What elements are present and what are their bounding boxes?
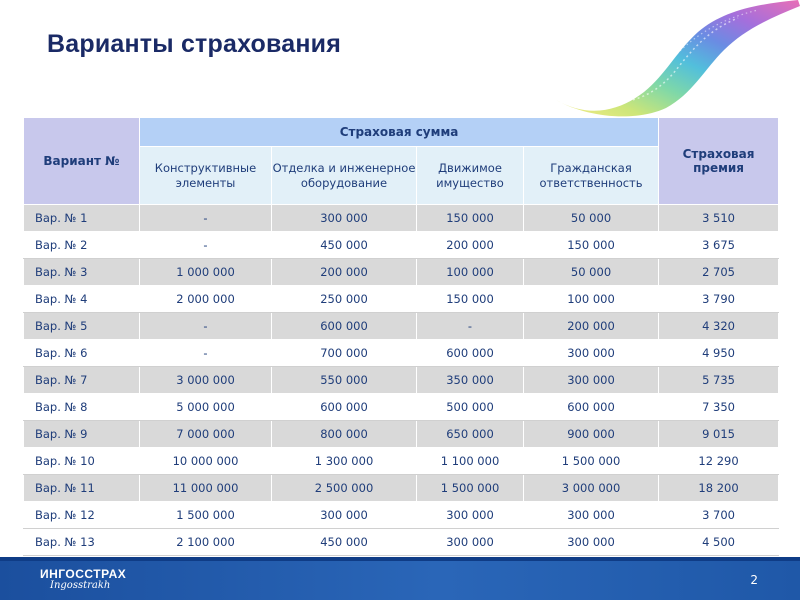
table-row: [24, 502, 779, 529]
cell-movable: 150 000: [417, 286, 524, 313]
cell-structural: 2 000 000: [140, 286, 272, 313]
header-structural-elements: Конструктивные элементы: [140, 147, 272, 205]
cell-finishing: 200 000: [272, 259, 417, 286]
table-row: [24, 394, 779, 421]
cell-liability: 50 000: [524, 205, 659, 232]
slide-title: Варианты страхования: [47, 30, 342, 58]
cell-liability: 300 000: [524, 367, 659, 394]
cell-structural: -: [140, 205, 272, 232]
cell-finishing: 1 300 000: [272, 448, 417, 475]
page-number: 2: [750, 573, 758, 587]
cell-structural: 3 000 000: [140, 367, 272, 394]
cell-finishing: 450 000: [272, 232, 417, 259]
cell-finishing: 300 000: [272, 205, 417, 232]
cell-structural: 1 000 000: [140, 259, 272, 286]
cell-premium: 9 015: [659, 421, 779, 448]
cell-liability: 3 000 000: [524, 475, 659, 502]
cell-structural: 2 100 000: [140, 529, 272, 556]
cell-finishing: 800 000: [272, 421, 417, 448]
cell-structural: 11 000 000: [140, 475, 272, 502]
cell-variant: Вар. № 5: [24, 313, 140, 340]
header-variant: Вариант №: [24, 118, 140, 205]
table-row: [24, 259, 779, 286]
cell-variant: Вар. № 4: [24, 286, 140, 313]
footer-stripe: [0, 557, 800, 561]
cell-structural: 1 500 000: [140, 502, 272, 529]
table-row: [24, 448, 779, 475]
cell-structural: -: [140, 340, 272, 367]
logo-script: Ingosstrakh: [50, 580, 111, 591]
insurance-options-table: [23, 117, 779, 556]
cell-movable: -: [417, 313, 524, 340]
table-row: [24, 421, 779, 448]
table-row: [24, 340, 779, 367]
cell-variant: Вар. № 7: [24, 367, 140, 394]
cell-liability: 300 000: [524, 502, 659, 529]
cell-finishing: 600 000: [272, 394, 417, 421]
table-row: [24, 205, 779, 232]
cell-liability: 300 000: [524, 529, 659, 556]
cell-movable: 500 000: [417, 394, 524, 421]
cell-premium: 3 675: [659, 232, 779, 259]
cell-liability: 150 000: [524, 232, 659, 259]
cell-liability: 1 500 000: [524, 448, 659, 475]
cell-liability: 600 000: [524, 394, 659, 421]
cell-finishing: 450 000: [272, 529, 417, 556]
header-civil-liability: Гражданская ответственность: [524, 147, 659, 205]
cell-movable: 300 000: [417, 502, 524, 529]
cell-finishing: 300 000: [272, 502, 417, 529]
cell-premium: 4 320: [659, 313, 779, 340]
cell-premium: 3 510: [659, 205, 779, 232]
cell-liability: 300 000: [524, 340, 659, 367]
cell-finishing: 700 000: [272, 340, 417, 367]
header-finishing-equipment: Отделка и инженерное оборудование: [272, 147, 417, 205]
cell-finishing: 600 000: [272, 313, 417, 340]
cell-variant: Вар. № 2: [24, 232, 140, 259]
cell-variant: Вар. № 8: [24, 394, 140, 421]
cell-movable: 1 100 000: [417, 448, 524, 475]
company-logo: [40, 567, 126, 591]
cell-structural: -: [140, 313, 272, 340]
header-premium: Страховая премия: [659, 118, 779, 205]
cell-variant: Вар. № 12: [24, 502, 140, 529]
cell-movable: 1 500 000: [417, 475, 524, 502]
cell-movable: 200 000: [417, 232, 524, 259]
logo-wordmark: ИНГОССТРАХ: [40, 567, 127, 581]
table-row: [24, 475, 779, 502]
cell-premium: 5 735: [659, 367, 779, 394]
mosaic-wave-decoration: [548, 0, 800, 118]
table-row: [24, 313, 779, 340]
cell-liability: 100 000: [524, 286, 659, 313]
cell-premium: 3 700: [659, 502, 779, 529]
cell-variant: Вар. № 9: [24, 421, 140, 448]
cell-movable: 650 000: [417, 421, 524, 448]
cell-structural: 10 000 000: [140, 448, 272, 475]
cell-structural: 7 000 000: [140, 421, 272, 448]
table-row: [24, 367, 779, 394]
cell-movable: 350 000: [417, 367, 524, 394]
footer-bar: [0, 557, 800, 600]
cell-premium: 3 790: [659, 286, 779, 313]
cell-finishing: 2 500 000: [272, 475, 417, 502]
header-sum-insured: Страховая сумма: [140, 118, 659, 147]
cell-premium: 18 200: [659, 475, 779, 502]
table-row: [24, 529, 779, 556]
cell-liability: 900 000: [524, 421, 659, 448]
cell-movable: 600 000: [417, 340, 524, 367]
cell-variant: Вар. № 3: [24, 259, 140, 286]
cell-liability: 50 000: [524, 259, 659, 286]
cell-premium: 12 290: [659, 448, 779, 475]
cell-movable: 150 000: [417, 205, 524, 232]
cell-movable: 100 000: [417, 259, 524, 286]
cell-liability: 200 000: [524, 313, 659, 340]
table-row: [24, 232, 779, 259]
cell-premium: 4 950: [659, 340, 779, 367]
cell-movable: 300 000: [417, 529, 524, 556]
cell-premium: 2 705: [659, 259, 779, 286]
cell-variant: Вар. № 13: [24, 529, 140, 556]
cell-structural: -: [140, 232, 272, 259]
cell-variant: Вар. № 6: [24, 340, 140, 367]
cell-variant: Вар. № 11: [24, 475, 140, 502]
cell-structural: 5 000 000: [140, 394, 272, 421]
cell-finishing: 550 000: [272, 367, 417, 394]
cell-premium: 7 350: [659, 394, 779, 421]
cell-premium: 4 500: [659, 529, 779, 556]
cell-variant: Вар. № 10: [24, 448, 140, 475]
cell-variant: Вар. № 1: [24, 205, 140, 232]
cell-finishing: 250 000: [272, 286, 417, 313]
header-movable-property: Движимое имущество: [417, 147, 524, 205]
table-row: [24, 286, 779, 313]
